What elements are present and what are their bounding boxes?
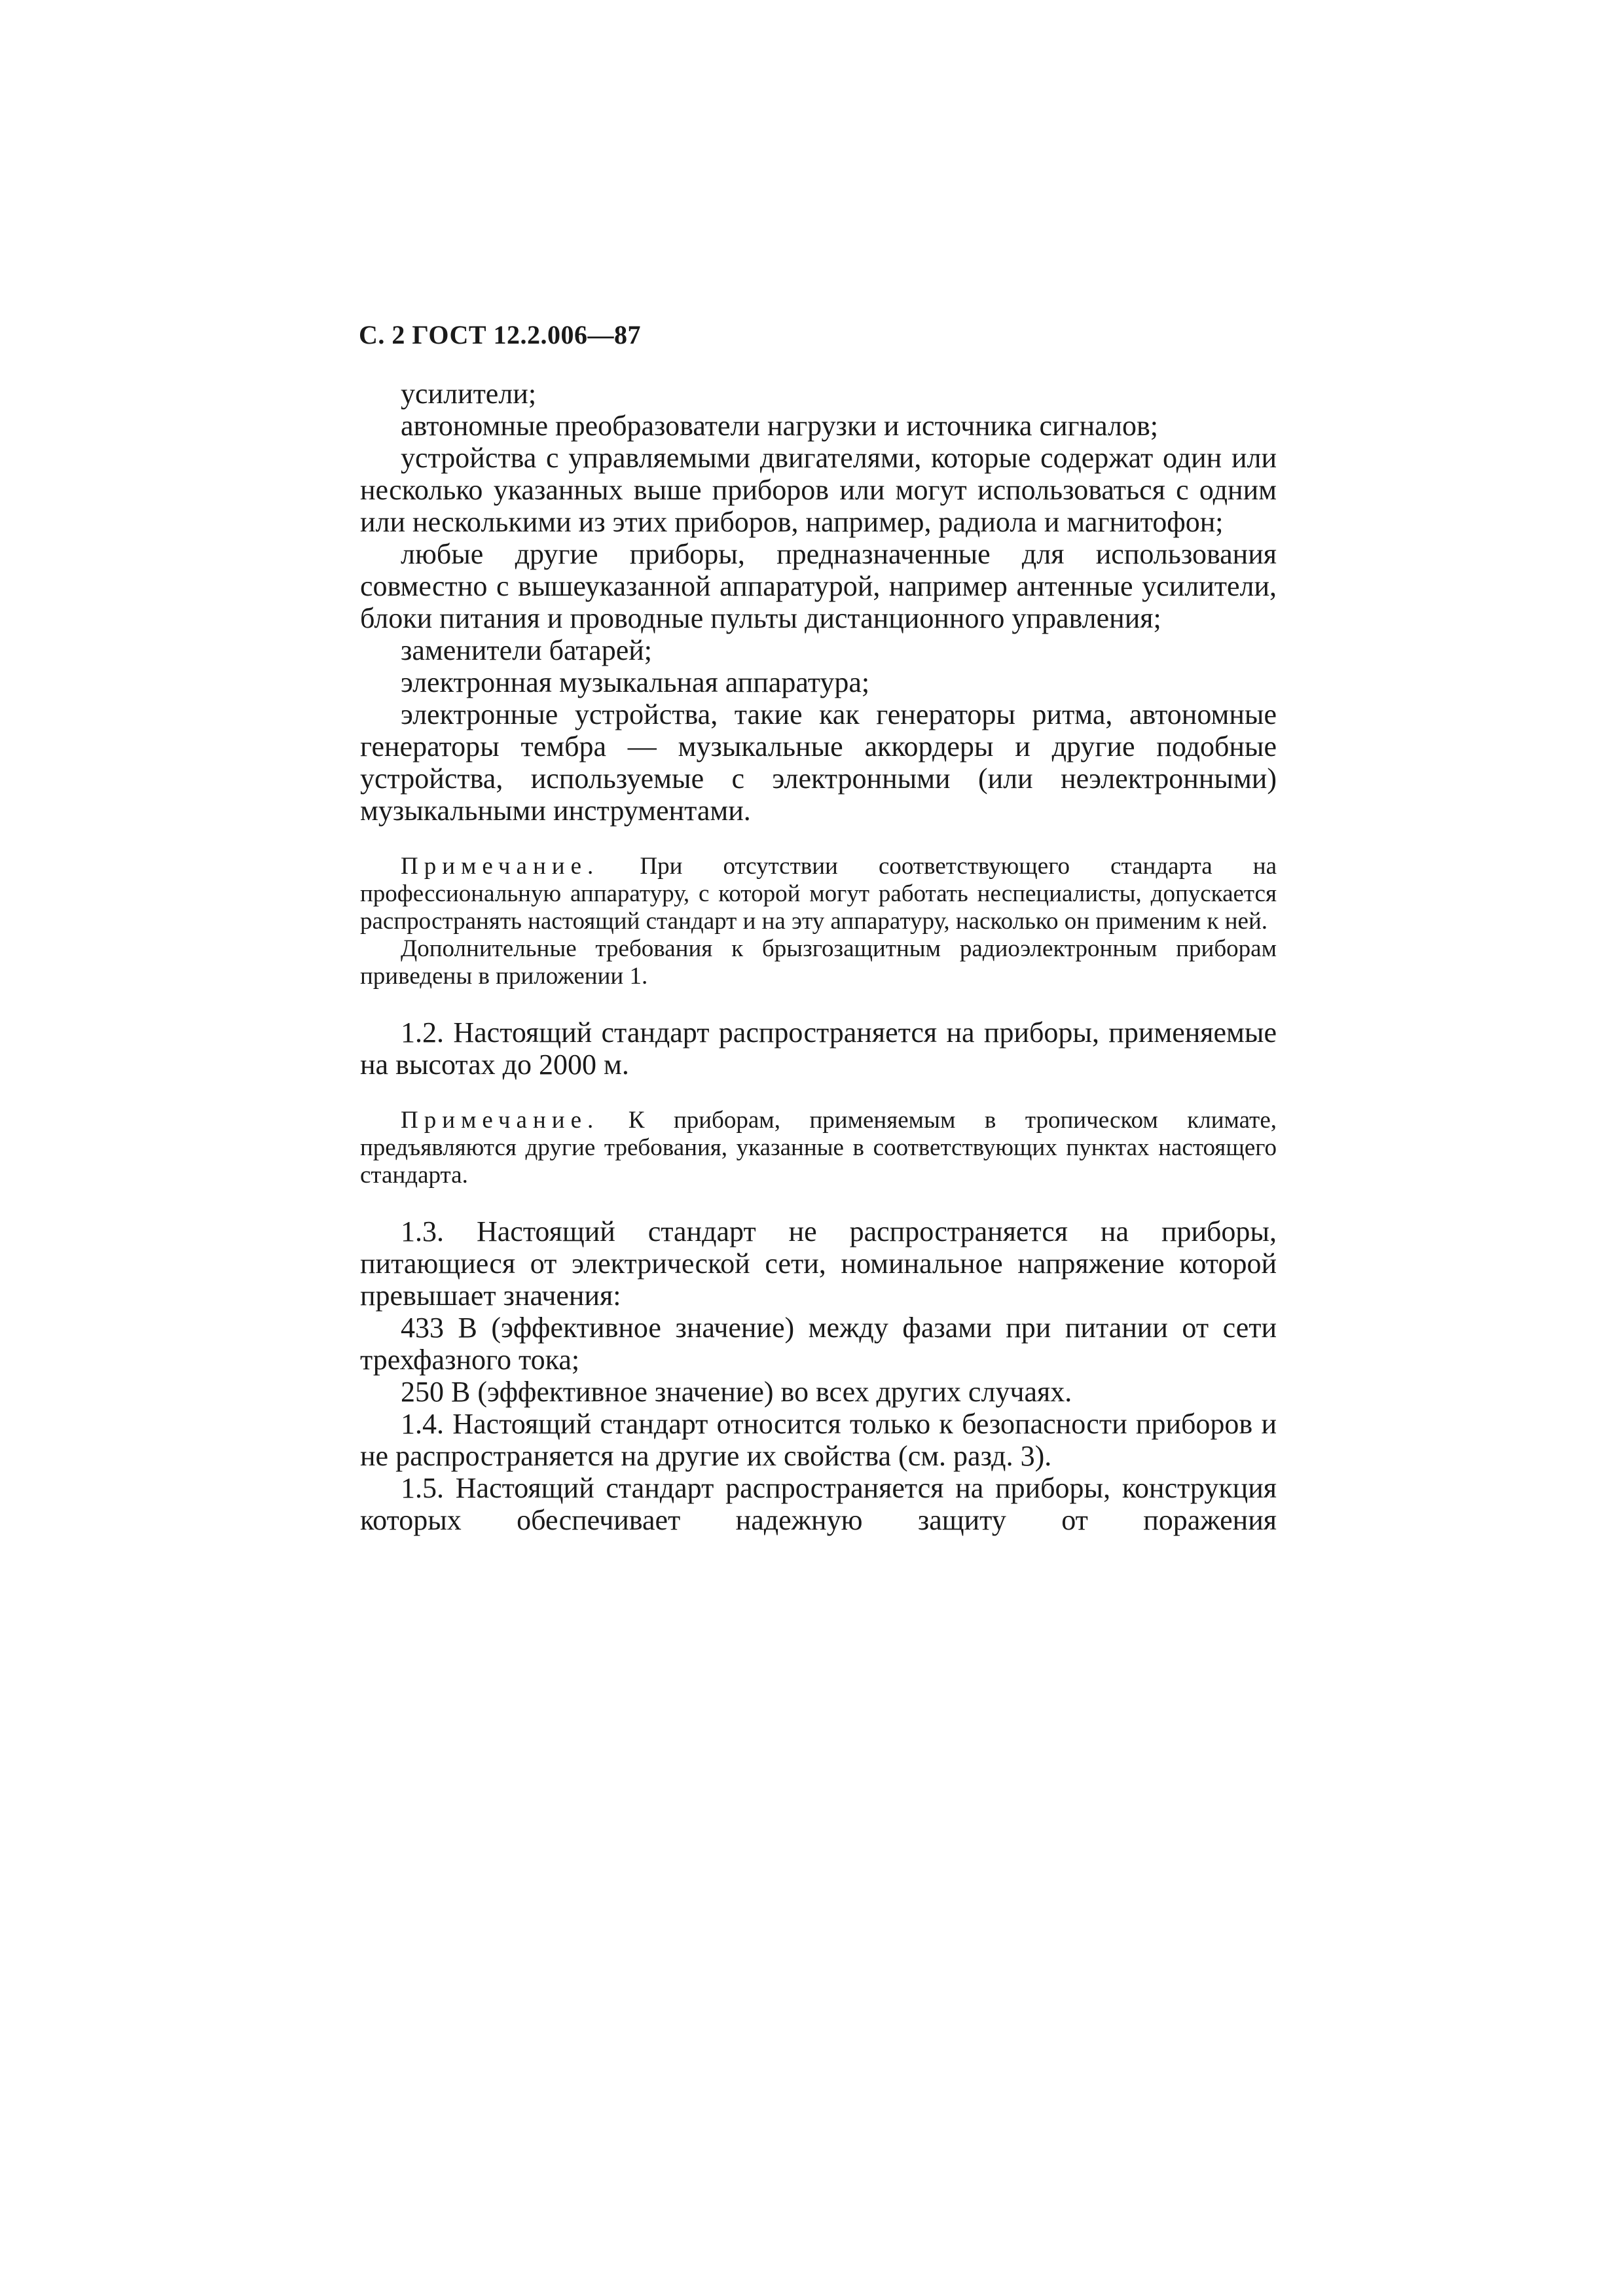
page-header: С. 2 ГОСТ 12.2.006—87: [359, 320, 642, 350]
clause-1-5: 1.5. Настоящий стандарт распространяется на приборы, конструкция которых обеспечивает надежную защиту от поражения: [360, 1472, 1277, 1536]
document-body: [360, 378, 1277, 1536]
list-item-converters: автономные преобразователи нагрузки и источника сигналов;: [401, 410, 1158, 442]
list-item-motor-devices: устройства с управляемыми двигателями, которые содержат один или несколько указанных выше приборов или могут использоваться с одним или несколькими из этих приборов, например, радиола и магнитофон;: [360, 442, 1277, 538]
note-paragraph: [360, 853, 1277, 935]
list-item-other-devices: любые другие приборы, предназначенные для использования совместно с вышеуказанной аппаратурой, например антенные усилители, блоки питания и проводные пульты дистанционного управления;: [360, 538, 1277, 634]
note-text: При отсутствии соответствующего стандарта на профессиональную аппаратуру, с которой могут работать неспециалисты, допускается распространять настоящий стандарт и на эту аппаратуру, насколько он применим к ней.: [360, 853, 1277, 935]
list-item-battery-substitutes: заменители батарей;: [401, 634, 653, 666]
note-professional-equipment: [360, 853, 1277, 990]
list-item-amplifiers: усилители;: [401, 378, 537, 410]
note-paragraph-splashproof: Дополнительные требования к брызгозащитным радиоэлектронным приборам приведены в приложении 1.: [360, 935, 1277, 990]
note-paragraph: [360, 1107, 1277, 1189]
clause-1-2: 1.2. Настоящий стандарт распространяется на приборы, применяемые на высотах до 2000 м.: [360, 1016, 1277, 1081]
clause-1-3-item-250v: 250 В (эффективное значение) во всех других случаях.: [401, 1376, 1072, 1408]
list-item-music-equipment: электронная музыкальная аппаратура;: [401, 666, 870, 698]
clause-1-4: 1.4. Настоящий стандарт относится только к безопасности приборов и не распространяется на другие их свойства (см. разд. 3).: [360, 1408, 1277, 1472]
note-tropical-climate: [360, 1107, 1277, 1189]
list-item-electronic-devices: электронные устройства, такие как генераторы ритма, автономные генераторы тембра — музыкальные аккордеры и другие подобные устройства, используемые с электронными (или неэлектронными) музыкальными инструментами.: [360, 698, 1277, 827]
note-label: Примечание.: [401, 1107, 600, 1134]
clause-1-3: 1.3. Настоящий стандарт не распространяется на приборы, питающиеся от электрической сети, номинальное напряжение которой превышает значения:: [360, 1215, 1277, 1312]
clause-1-3-item-433v: 433 В (эффективное значение) между фазами при питании от сети трехфазного тока;: [360, 1312, 1277, 1376]
note-label: Примечание.: [401, 853, 600, 880]
note-text: К приборам, применяемым в тропическом климате, предъявляются другие требования, указанные в соответствующих пунктах настоящего стандарта.: [360, 1107, 1277, 1189]
